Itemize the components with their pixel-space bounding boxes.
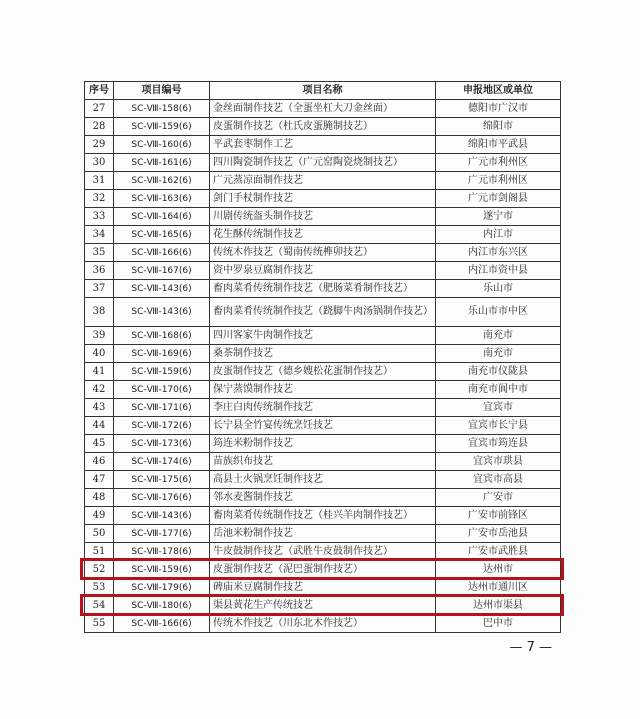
row-region: 南充市阆中市	[436, 381, 561, 399]
row-number: 55	[85, 615, 114, 633]
row-region: 乐山市市中区	[436, 298, 561, 327]
row-region: 达州市	[436, 561, 561, 579]
row-code: SC-Ⅷ-167(6)	[114, 262, 210, 280]
row-region: 南充市仪陇县	[436, 363, 561, 381]
row-region: 内江市东兴区	[436, 244, 561, 262]
heritage-items-table	[84, 81, 561, 633]
header-name: 项目名称	[210, 82, 436, 100]
row-number: 36	[85, 262, 114, 280]
row-name: 苗族织布技艺	[210, 453, 436, 471]
table-row	[85, 507, 561, 525]
row-number: 34	[85, 226, 114, 244]
table-row	[85, 615, 561, 633]
row-region: 广安市武胜县	[436, 543, 561, 561]
row-code: SC-Ⅷ-175(6)	[114, 471, 210, 489]
row-name: 畜肉菜肴传统制作技艺（桂兴羊肉制作技艺）	[210, 507, 436, 525]
table-row	[85, 226, 561, 244]
header-no: 序号	[85, 82, 114, 100]
row-code: SC-Ⅷ-166(6)	[114, 615, 210, 633]
row-name: 资中罗泉豆腐制作技艺	[210, 262, 436, 280]
table-row	[85, 327, 561, 345]
row-code: SC-Ⅷ-171(6)	[114, 399, 210, 417]
table-row	[85, 435, 561, 453]
row-name: 传统木作技艺（蜀南传统榫卯技艺）	[210, 244, 436, 262]
row-region: 广元市利州区	[436, 154, 561, 172]
row-name: 传统木作技艺（川东北木作技艺）	[210, 615, 436, 633]
table-row	[85, 399, 561, 417]
row-name: 邻水麦酱制作技艺	[210, 489, 436, 507]
row-number: 51	[85, 543, 114, 561]
row-code: SC-Ⅷ-170(6)	[114, 381, 210, 399]
row-name: 畜肉菜肴传统制作技艺（跷脚牛肉汤锅制作技艺）	[210, 298, 436, 327]
page-number: — 7 —	[509, 640, 552, 655]
row-number: 48	[85, 489, 114, 507]
row-name: 皮蛋制作技艺（杜氏皮蛋腌制技艺）	[210, 118, 436, 136]
table-row	[85, 280, 561, 298]
row-number: 46	[85, 453, 114, 471]
row-code: SC-Ⅷ-180(6)	[114, 597, 210, 615]
row-number: 44	[85, 417, 114, 435]
row-number: 47	[85, 471, 114, 489]
table-row	[85, 417, 561, 435]
row-number: 32	[85, 190, 114, 208]
row-name: 长宁县全竹宴传统烹饪技艺	[210, 417, 436, 435]
row-region: 南充市	[436, 327, 561, 345]
row-name: 畜肉菜肴传统制作技艺（肥肠菜肴制作技艺）	[210, 280, 436, 298]
row-number: 42	[85, 381, 114, 399]
row-number: 30	[85, 154, 114, 172]
table-row	[85, 244, 561, 262]
row-name: 筠连米粉制作技艺	[210, 435, 436, 453]
row-name: 李庄白肉传统制作技艺	[210, 399, 436, 417]
row-region: 绵阳市	[436, 118, 561, 136]
row-number: 45	[85, 435, 114, 453]
row-name: 剑门手杖制作技艺	[210, 190, 436, 208]
row-name: 四川客家牛肉制作技艺	[210, 327, 436, 345]
row-number: 50	[85, 525, 114, 543]
table-row	[85, 100, 561, 118]
row-code: SC-Ⅷ-169(6)	[114, 345, 210, 363]
row-code: SC-Ⅷ-177(6)	[114, 525, 210, 543]
table-row	[85, 154, 561, 172]
row-code: SC-Ⅷ-162(6)	[114, 172, 210, 190]
row-code: SC-Ⅷ-159(6)	[114, 561, 210, 579]
row-code: SC-Ⅷ-143(6)	[114, 298, 210, 327]
row-region: 广安市前锋区	[436, 507, 561, 525]
row-name: 金丝面制作技艺（全蛋坐杠大刀金丝面）	[210, 100, 436, 118]
row-name: 川剧传统盔头制作技艺	[210, 208, 436, 226]
row-code: SC-Ⅷ-172(6)	[114, 417, 210, 435]
row-code: SC-Ⅷ-173(6)	[114, 435, 210, 453]
row-region: 宜宾市长宁县	[436, 417, 561, 435]
highlight-box-row-52	[80, 558, 564, 580]
row-number: 33	[85, 208, 114, 226]
row-code: SC-Ⅷ-165(6)	[114, 226, 210, 244]
highlight-box-row-54	[80, 594, 564, 616]
row-code: SC-Ⅷ-161(6)	[114, 154, 210, 172]
row-name: 岳池米粉制作技艺	[210, 525, 436, 543]
row-name: 保宁蒸馍制作技艺	[210, 381, 436, 399]
row-code: SC-Ⅷ-166(6)	[114, 244, 210, 262]
row-name: 桑茶制作技艺	[210, 345, 436, 363]
row-number: 40	[85, 345, 114, 363]
table-row	[85, 453, 561, 471]
row-name: 皮蛋制作技艺（德乡嫂松花蛋制作技艺）	[210, 363, 436, 381]
row-region: 宜宾市高县	[436, 471, 561, 489]
row-region: 达州市渠县	[436, 597, 561, 615]
row-number: 38	[85, 298, 114, 327]
row-code: SC-Ⅷ-174(6)	[114, 453, 210, 471]
table-row	[85, 208, 561, 226]
header-region: 申报地区或单位	[436, 82, 561, 100]
row-name: 牛皮鼓制作技艺（武胜牛皮鼓制作技艺）	[210, 543, 436, 561]
row-code: SC-Ⅷ-178(6)	[114, 543, 210, 561]
row-region: 宜宾市	[436, 399, 561, 417]
row-region: 乐山市	[436, 280, 561, 298]
row-region: 巴中市	[436, 615, 561, 633]
table-row	[85, 525, 561, 543]
row-number: 52	[85, 561, 114, 579]
row-name: 碑庙米豆腐制作技艺	[210, 579, 436, 597]
row-number: 49	[85, 507, 114, 525]
row-name: 四川陶瓷制作技艺（广元窑陶瓷烧制技艺）	[210, 154, 436, 172]
row-name: 平武套枣制作工艺	[210, 136, 436, 154]
row-name: 渠县黄花生产传统技艺	[210, 597, 436, 615]
row-code: SC-Ⅷ-168(6)	[114, 327, 210, 345]
row-code: SC-Ⅷ-160(6)	[114, 136, 210, 154]
row-number: 31	[85, 172, 114, 190]
row-number: 27	[85, 100, 114, 118]
table-row	[85, 172, 561, 190]
row-code: SC-Ⅷ-176(6)	[114, 489, 210, 507]
row-code: SC-Ⅷ-159(6)	[114, 363, 210, 381]
table-row	[85, 190, 561, 208]
row-name: 高县土火锅烹饪制作技艺	[210, 471, 436, 489]
row-number: 39	[85, 327, 114, 345]
table-row	[85, 118, 561, 136]
row-region: 南充市	[436, 345, 561, 363]
row-name: 广元蒸凉面制作技艺	[210, 172, 436, 190]
row-number: 29	[85, 136, 114, 154]
row-region: 德阳市广汉市	[436, 100, 561, 118]
table-row	[85, 345, 561, 363]
row-number: 37	[85, 280, 114, 298]
row-number: 54	[85, 597, 114, 615]
row-region: 广安市	[436, 489, 561, 507]
row-number: 35	[85, 244, 114, 262]
row-region: 宜宾市珙县	[436, 453, 561, 471]
table-header-row	[85, 82, 561, 100]
row-code: SC-Ⅷ-158(6)	[114, 100, 210, 118]
row-name: 皮蛋制作技艺（泥巴蛋制作技艺）	[210, 561, 436, 579]
row-name: 花生酥传统制作技艺	[210, 226, 436, 244]
table-row	[85, 381, 561, 399]
row-code: SC-Ⅷ-163(6)	[114, 190, 210, 208]
header-code: 项目编号	[114, 82, 210, 100]
row-number: 53	[85, 579, 114, 597]
row-code: SC-Ⅷ-159(6)	[114, 118, 210, 136]
row-region: 内江市资中县	[436, 262, 561, 280]
row-region: 达州市通川区	[436, 579, 561, 597]
row-region: 遂宁市	[436, 208, 561, 226]
row-code: SC-Ⅷ-143(6)	[114, 280, 210, 298]
row-region: 广元市剑阁县	[436, 190, 561, 208]
row-number: 43	[85, 399, 114, 417]
row-number: 28	[85, 118, 114, 136]
table-row	[85, 298, 561, 327]
row-region: 绵阳市平武县	[436, 136, 561, 154]
row-region: 宜宾市筠连县	[436, 435, 561, 453]
row-code: SC-Ⅷ-164(6)	[114, 208, 210, 226]
table-row	[85, 489, 561, 507]
row-number: 41	[85, 363, 114, 381]
row-region: 广安市岳池县	[436, 525, 561, 543]
table-row	[85, 262, 561, 280]
row-code: SC-Ⅷ-143(6)	[114, 507, 210, 525]
row-region: 广元市利州区	[436, 172, 561, 190]
row-code: SC-Ⅷ-179(6)	[114, 579, 210, 597]
table-row	[85, 363, 561, 381]
row-region: 内江市	[436, 226, 561, 244]
table-row	[85, 136, 561, 154]
table-row	[85, 471, 561, 489]
